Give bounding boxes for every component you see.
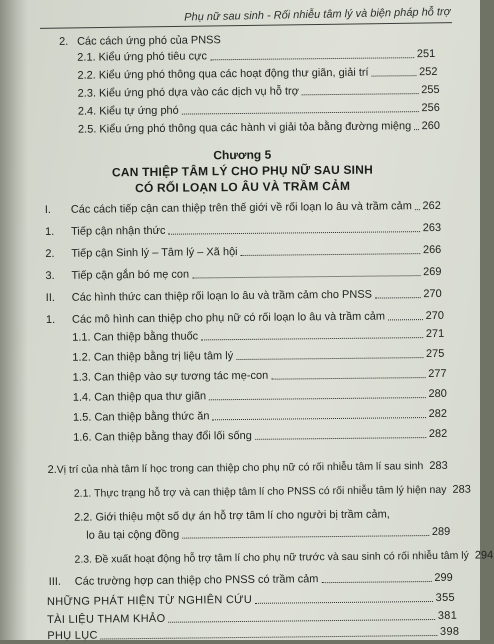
- toc-entry-text: Các hình thức can thiệp rối loạn lo âu và trầm cảm cho PNSS: [72, 289, 372, 305]
- toc-entry: [47, 610, 457, 627]
- toc-entry-page: 277: [428, 368, 446, 381]
- toc-entry: [86, 526, 450, 543]
- toc-leader-dots: [321, 580, 431, 583]
- toc-leader-dots: [415, 208, 420, 210]
- toc-entry-page: 299: [434, 572, 452, 585]
- toc-leader-dots: [182, 534, 429, 539]
- toc-leader-dots: [168, 230, 419, 235]
- toc-leader-dots: [168, 618, 434, 623]
- toc-entry-number: 2.: [45, 248, 71, 261]
- toc-entry: [73, 388, 447, 405]
- toc-entry-number: 2.: [59, 36, 77, 49]
- chapter-title-line2: CÓ RỐI LOẠN LO ÂU VÀ TRẦM CẢM: [3, 177, 483, 196]
- toc-entry-page: 280: [428, 388, 446, 401]
- toc-leader-dots: [372, 74, 417, 76]
- toc-entry-text: 2.2. Giới thiệu một số dự án hỗ trợ tâm lí cho người bị trầm cảm,: [74, 508, 390, 523]
- toc-entry-text: Các cách tiếp cận can thiệp trên thế giới về rối loạn lo âu và trầm cảm: [71, 200, 412, 217]
- toc-entry: [78, 120, 440, 137]
- toc-entry-page: 355: [436, 592, 455, 605]
- toc-entry: [47, 592, 455, 609]
- toc-entry-text: 2.3. Đề xuất hoạt động hỗ trợ tâm lí cho phụ nữ trước và sau sinh có rối nhiễu tâm lý: [74, 550, 468, 567]
- running-header: Phụ nữ sau sinh - Rối nhiễu tâm lý và biện pháp hỗ trợ: [184, 6, 450, 24]
- toc-entry-page: 266: [423, 244, 441, 257]
- toc-entry: [47, 626, 459, 643]
- toc-leader-dots: [182, 110, 419, 114]
- toc-leader-dots: [241, 252, 420, 256]
- toc-entry-text: Các mô hình can thiệp cho phụ nữ có rối loạn lo âu và trầm cảm: [72, 310, 385, 326]
- toc-entry: [73, 428, 447, 445]
- toc-entry: [74, 550, 452, 567]
- toc-entry: [46, 310, 444, 327]
- toc-entry-number: II.: [46, 292, 72, 305]
- toc-leader-dots: [101, 634, 437, 640]
- toc-entry-text: 1.5. Can thiệp bằng thức ăn: [73, 410, 210, 424]
- toc-entry-page: 271: [426, 328, 444, 341]
- toc-entry: [46, 288, 442, 305]
- toc-entry-number: 3.: [45, 270, 71, 283]
- toc-entry-page: 256: [421, 102, 439, 115]
- toc-entry-page: 251: [417, 48, 435, 61]
- toc-entry-text: 2.4. Kiểu tự ứng phó: [78, 105, 179, 119]
- toc-entry: [72, 328, 444, 345]
- toc-entry: [74, 484, 450, 501]
- toc-entry-page: 270: [423, 288, 441, 301]
- toc-entry-page: 294: [475, 549, 493, 562]
- toc-entry: [45, 244, 441, 261]
- toc-entry-text: PHỤ LỤC: [47, 630, 98, 644]
- toc-entry-page: 282: [429, 408, 447, 421]
- toc-leader-dots: [271, 376, 425, 380]
- toc-entry-text: 1.4. Can thiệp qua thư giãn: [73, 390, 206, 404]
- toc-entry-page: 283: [452, 484, 470, 497]
- toc-entry: [47, 460, 447, 477]
- toc-entry-page: 283: [429, 460, 447, 473]
- toc-entry: [73, 368, 447, 385]
- toc-leader-dots: [192, 274, 420, 278]
- toc-entry-text: 2.2. Kiểu ứng phó thông qua các hoạt động thư giãn, giải trí: [77, 67, 368, 83]
- toc-entry: [78, 102, 440, 119]
- toc-entry-page: 252: [419, 66, 437, 79]
- toc-entry-page: 282: [429, 428, 447, 441]
- toc-entry: [77, 66, 437, 83]
- toc-entry-number: 1.: [46, 314, 72, 327]
- toc-entry: [49, 572, 453, 589]
- toc-leader-dots: [255, 436, 426, 440]
- toc-entry-text: 2.1. Thực trạng hỗ trợ và can thiệp tâm lí cho PNSS có rối nhiễu tâm lý hiện nay: [74, 484, 447, 501]
- toc-entry-text: lo âu tại cộng đồng: [86, 529, 179, 543]
- toc-entry-number: 1.: [45, 226, 71, 239]
- toc-entry-number: 2.: [47, 464, 56, 477]
- toc-entry-text: Các trường hợp can thiệp cho PNSS có trầm cảm: [75, 573, 319, 589]
- toc-leader-dots: [255, 600, 433, 604]
- toc-entry-text: 1.2. Can thiệp bằng trị liệu tâm lý: [72, 350, 233, 365]
- toc-entry: [45, 222, 441, 239]
- toc-entry-page: 262: [422, 200, 440, 213]
- toc-entry-text: 1.3. Can thiệp vào sự tương tác mẹ-con: [73, 370, 269, 385]
- toc-entry-text: TÀI LIỆU THAM KHẢO: [47, 613, 165, 627]
- toc-entry: [45, 200, 441, 217]
- toc-entry: [45, 266, 441, 283]
- toc-leader-dots: [375, 296, 420, 298]
- toc-leader-dots: [302, 92, 418, 95]
- toc-entry-page: 398: [440, 626, 459, 639]
- toc-entry-text: Tiếp cận Sinh lý – Tâm lý – Xã hội: [71, 246, 237, 261]
- toc-leader-dots: [388, 318, 423, 320]
- toc-entry-page: 289: [432, 526, 450, 539]
- toc-entry-text: 2.1. Kiểu ứng phó tiêu cực: [77, 50, 207, 64]
- toc-entry-text: Tiếp cận gắn bó mẹ con: [71, 269, 189, 283]
- toc-entry: [59, 34, 221, 49]
- toc-entry: [73, 408, 447, 425]
- toc-entry-text: Vị trí của nhà tâm lí học trong can thiệp cho phụ nữ có rối nhiễu tâm lí sau sinh: [57, 460, 424, 477]
- toc-leader-dots: [210, 56, 414, 60]
- toc-leader-dots: [201, 336, 423, 340]
- toc-entry-page: 263: [423, 222, 441, 235]
- chapter-label: Chương 5: [2, 145, 482, 164]
- toc-entry-text: Tiếp cận nhận thức: [71, 225, 166, 239]
- toc-entry-page: 381: [438, 610, 457, 623]
- toc-entry-page: 260: [422, 120, 440, 133]
- toc-entry: [78, 84, 440, 101]
- toc-entry-page: 255: [421, 84, 439, 97]
- toc-entry-text: Các cách ứng phó của PNSS: [77, 34, 221, 49]
- toc-entry-page: 275: [426, 348, 444, 361]
- toc-leader-dots: [212, 416, 425, 420]
- toc-entry: [72, 348, 444, 365]
- toc-entry-page: 269: [423, 266, 441, 279]
- toc-leader-dots: [236, 356, 423, 360]
- toc-leader-dots: [414, 128, 418, 130]
- toc-entry-page: 270: [426, 310, 444, 323]
- toc-entry: [77, 48, 435, 65]
- chapter-title-line1: CAN THIỆP TÂM LÝ CHO PHỤ NỮ SAU SINH: [2, 161, 482, 180]
- toc-entry-text: 2.3. Kiểu ứng phó dựa vào các dịch vụ hỗ trợ: [78, 85, 299, 100]
- toc-entry-text: 1.1. Can thiệp bằng thuốc: [72, 330, 198, 344]
- toc-entry-text: 2.5. Kiểu ứng phó thông qua các hành vi giải tỏa bằng đường miệng: [78, 120, 411, 136]
- toc-entry-number: III.: [49, 576, 75, 589]
- toc-entry-number: I.: [45, 204, 71, 217]
- toc-leader-dots: [209, 396, 425, 400]
- toc-entry-text: NHỮNG PHÁT HIỆN TỪ NGHIÊN CỨU: [47, 594, 252, 609]
- toc-entry-text: 1.6. Can thiệp bằng thay đổi lối sống: [73, 430, 252, 445]
